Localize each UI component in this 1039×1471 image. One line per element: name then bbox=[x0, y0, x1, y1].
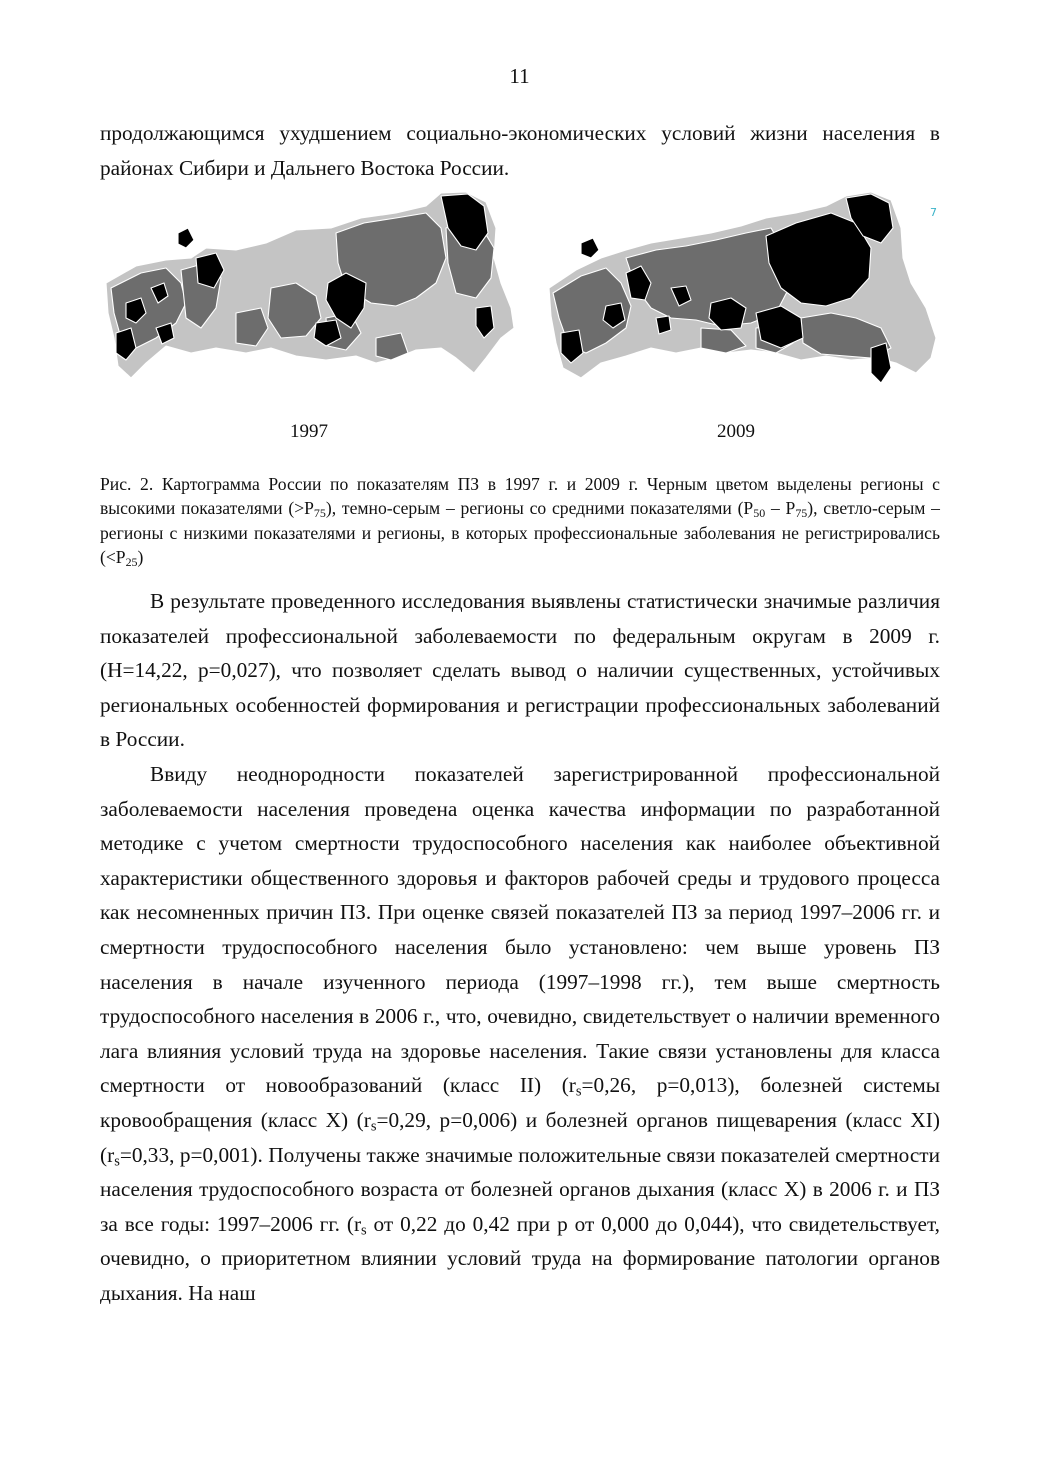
intro-paragraph: продолжающимся ухудшением социально-экономических условий жизни населения в районах Сибири и Дальнего Востока России. bbox=[100, 121, 940, 180]
paragraph-1: В результате проведенного исследования выявлены статистически значимые различия показателей профессиональной заболеваемости по федеральным округам в 2009 г. (H=14,22, p=0,027), что позволяет сделать вывод о наличии существенных, устойчивых региональных особенностей формирования и регистрации профессиональных заболеваний в России. bbox=[100, 589, 940, 752]
region-high bbox=[178, 228, 194, 248]
map-year-1997: 1997 bbox=[290, 421, 328, 442]
paragraph-2: Ввиду неоднородности показателей зарегистрированной профессиональной заболеваемости населения проведена оценка качества информации по разработанной методике с учетом смертности трудоспособного населения как наиболее объективной характеристики общественного здоровья и факторов рабочей среды и трудового процесса как несомненных причин ПЗ. При оценке связей показателей ПЗ за период 1997–2006 гг. и смертности трудоспособного населения было установлено: чем выше уровень ПЗ населения в начале изученного периода (1997–1998 гг.), тем выше смертность трудоспособного населения в 2006 г., что, очевидно, свидетельствует о наличии временного лага влияния условий труда на здоровье населения. Такие связи установлены для класса смертности от новообразований (класс II) ($r_s=0,26$, p=0,013), болезней системы кровообращения (класс X) ($r_s=0,29$, p=0,006) и болезней органов пищеварения (класс XI) ($r_s=0,33$, p=0,001). Получены также значимые положительные связи показателей смертности населения трудоспособного возраста от болезней органов дыхания (класс X) в 2006 г. и ПЗ за все годы: 1997–2006 гг. ($r_s$ от 0,22 до 0,42 при p от 0,000 до 0,044), что свидетельствует, очевидно, о приоритетном влиянии условий труда на формирование патологии органов дыхания. На наш bbox=[100, 762, 941, 1305]
map-2009 bbox=[541, 188, 946, 393]
page-number: 11 bbox=[509, 64, 530, 88]
map-year-2009: 2009 bbox=[717, 421, 755, 442]
figure-marker: 7 bbox=[930, 206, 937, 219]
map-1997 bbox=[96, 188, 521, 388]
figure-cartogram bbox=[96, 188, 946, 416]
region-high bbox=[581, 238, 599, 258]
figure-caption: Рис. 2. Картограмма России по показателям ПЗ в 1997 г. и 2009 г. Черным цветом выделены регионы с высокими показателями $(>P_{75})$, темно-серым – регионы со средними показателями $(P_{50} - P_{75})$, светло-серым – регионы с низкими показателями и регионы, в которых профессиональные заболевания не регистрировались $(<P_{25})$ bbox=[100, 474, 940, 569]
region-high bbox=[656, 316, 671, 334]
